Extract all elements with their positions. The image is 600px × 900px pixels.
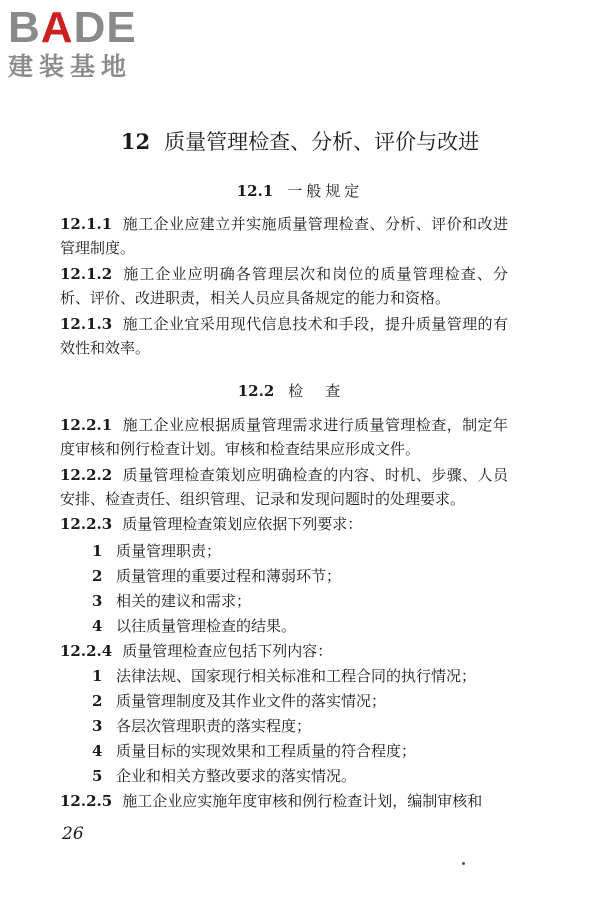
- clause-12-2-2: 12.2.2 质量管理检查策划应明确检查的内容、时机、步骤、人员安排、检查责任、组织管理、记录和发现问题时的处理要求。: [60, 466, 508, 508]
- list-item: 2 质量管理制度及其作业文件的落实情况；: [92, 692, 387, 710]
- list-item: 5 企业和相关方整改要求的落实情况。: [92, 767, 357, 785]
- clause-12-2-4: 12.2.4 质量管理检查应包括下列内容：: [60, 642, 333, 660]
- logo-chinese: 建装基地: [8, 52, 133, 81]
- clause-12-1-3: 12.1.3 施工企业宜采用现代信息技术和手段，提升质量管理的有效性和效率。: [60, 315, 508, 357]
- section-heading-12-2: 12.2 检查: [237, 382, 363, 400]
- list-item: 3 各层次管理职责的落实程度；: [92, 717, 312, 735]
- clause-12-1-1: 12.1.1 施工企业应建立并实施质量管理检查、分析、评价和改进管理制度。: [60, 215, 508, 257]
- clause-12-2-5: 12.2.5 施工企业应实施年度审核和例行检查计划，编制审核和: [60, 792, 483, 810]
- scan-speck: [462, 862, 465, 865]
- clause-12-2-1: 12.2.1 施工企业应根据质量管理需求进行质量管理检查，制定年度审核和例行检查计划。审核和检查结果应形成文件。: [60, 416, 508, 458]
- list-item: 4 质量目标的实现效果和工程质量的符合程度；: [92, 742, 417, 760]
- list-item: 1 质量管理职责；: [92, 542, 222, 560]
- clause-12-1-2: 12.1.2 施工企业应明确各管理层次和岗位的质量管理检查、分析、评价、改进职责，相关人员应具备规定的能力和资格。: [60, 265, 508, 307]
- section-heading-12-1: 12.1 一般规定: [236, 182, 364, 200]
- list-item: 3 相关的建议和需求；: [92, 592, 252, 610]
- logo-wordmark: BADE: [8, 3, 137, 52]
- page-number: 26: [62, 824, 84, 844]
- list-item: 4 以往质量管理检查的结果。: [92, 617, 297, 635]
- chapter-title: 12 质量管理检查、分析、评价与改进: [120, 129, 480, 154]
- list-item: 1 法律法规、国家现行相关标准和工程合同的执行情况；: [92, 667, 477, 685]
- clause-12-2-3: 12.2.3 质量管理检查策划应依据下列要求：: [60, 515, 363, 533]
- list-item: 2 质量管理的重要过程和薄弱环节；: [92, 567, 342, 585]
- bade-logo: [8, 3, 178, 82]
